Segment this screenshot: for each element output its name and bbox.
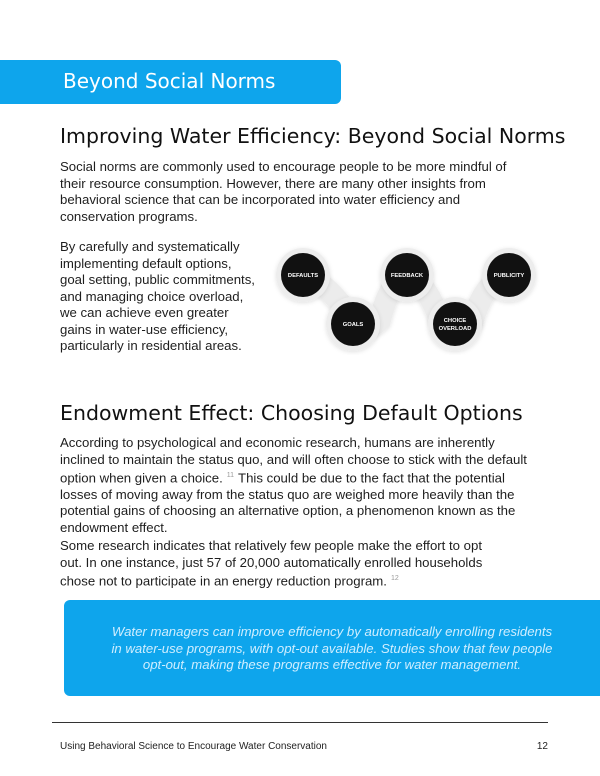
text-line: implementing default options,: [60, 255, 232, 271]
intro-paragraph: [60, 159, 506, 225]
diagram-node: [276, 248, 330, 302]
callout-line: opt-out, making these programs effective for water management.: [142, 657, 522, 672]
footnote-marker: 12: [390, 575, 399, 582]
text-line: [60, 468, 527, 487]
opt-out-paragraph: [60, 538, 482, 590]
text-line: conservation programs.: [60, 208, 198, 224]
diagram-node-label: GOALS: [342, 322, 364, 328]
text-line: their resource consumption. However, there are many other insights from: [60, 175, 486, 191]
section-heading-endowment-effect: Endowment Effect: Choosing Default Options: [60, 401, 523, 425]
diagram-node-label: CHOICE: [443, 318, 467, 324]
text-fragment: This could be due to the fact that the potential: [238, 470, 505, 486]
callout-line: in water-use programs, with opt-out available. Studies show that few people: [111, 640, 553, 656]
text-line: losses of moving away from the status quo are weighed more heavily than the: [60, 486, 515, 502]
text-line: behavioral science that can be incorporated into water efficiency and: [60, 192, 461, 207]
diagram-node: [482, 248, 536, 302]
text-line: out. In one instance, just 57 of 20,000 automatically enrolled households: [60, 554, 483, 570]
diagram-node: [380, 248, 434, 302]
section-banner: [0, 60, 341, 104]
text-fragment: chose not to participate in an energy reduction program.: [60, 573, 387, 589]
text-line: goal setting, public commitments,: [60, 272, 255, 287]
banner-title: Beyond Social Norms: [63, 69, 276, 93]
callout-text: [64, 624, 600, 674]
callout-box: [64, 600, 600, 696]
strategies-paragraph: [60, 239, 255, 355]
text-line: [60, 571, 482, 590]
diagram-node: [326, 297, 380, 351]
text-line: and managing choice overload,: [60, 288, 244, 304]
text-line: inclined to maintain the status quo, and will often choose to stick with the default: [60, 451, 527, 467]
footer-divider: [52, 722, 548, 723]
text-line: endowment effect.: [60, 519, 168, 535]
text-fragment: option when given a choice.: [60, 470, 223, 486]
diagram-node-label: DEFAULTS: [287, 273, 319, 279]
text-line: According to psychological and economic research, humans are inherently: [60, 435, 495, 450]
footer-title: Using Behavioral Science to Encourage Water Conservation: [60, 741, 327, 752]
callout-line: Water managers can improve efficiency by automatically enrolling residents: [111, 624, 553, 639]
text-line: By carefully and systematically: [60, 239, 240, 254]
text-line: Some research indicates that relatively few people make the effort to opt: [60, 538, 482, 553]
diagram-node-circle: [433, 302, 477, 346]
diagram-node-label: OVERLOAD: [438, 326, 472, 332]
behavioral-strategies-diagram: [265, 240, 565, 355]
diagram-node: [428, 297, 482, 351]
section-heading-water-efficiency: Improving Water Efficiency: Beyond Social Norms: [60, 124, 566, 148]
page-number: 12: [536, 741, 548, 752]
diagram-svg: [265, 240, 565, 355]
footnote-marker: 11: [226, 472, 235, 479]
diagram-node-label: FEEDBACK: [390, 273, 424, 279]
text-line: potential gains of choosing an alternative option, a phenomenon known as the: [60, 503, 516, 519]
text-line: Social norms are commonly used to encourage people to be more mindful of: [60, 159, 507, 174]
diagram-node-label: PUBLICITY: [493, 273, 525, 279]
text-line: we can achieve even greater: [60, 305, 229, 320]
text-line: gains in water-use efficiency,: [60, 321, 229, 337]
endowment-paragraph: [60, 435, 527, 536]
text-line: particularly in residential areas.: [60, 338, 242, 353]
